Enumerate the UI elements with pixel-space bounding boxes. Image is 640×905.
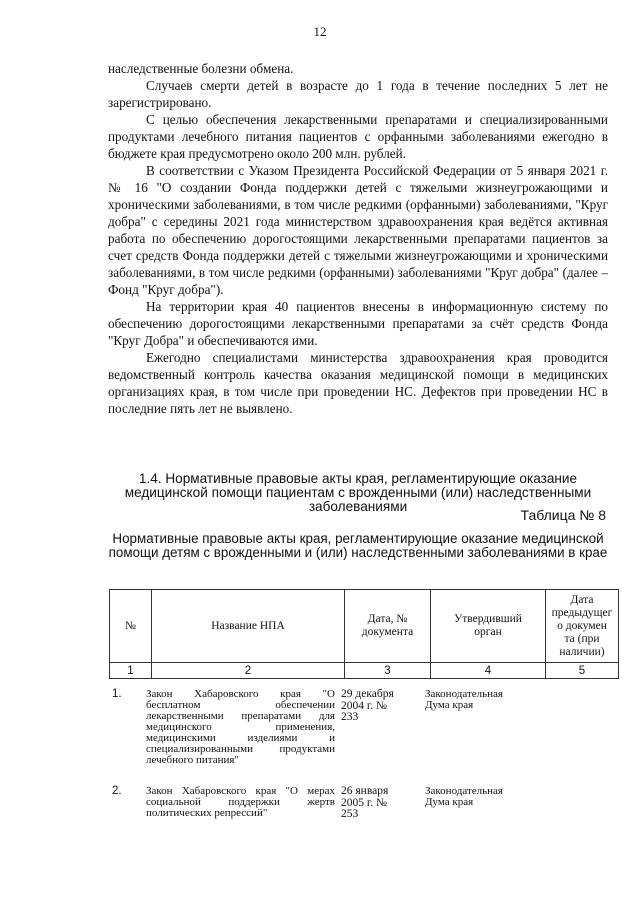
approving-organ: Законодательная Дума края [425, 785, 503, 808]
header-row [110, 590, 619, 663]
paragraph: наследственные болезни обмена. [108, 61, 294, 76]
header-cell-name: Название НПА [152, 590, 345, 663]
npa-name: Закон Хабаровского края "О мерах социальной поддержки жертв политических репрессий" [146, 785, 335, 819]
column-number: 2 [152, 663, 345, 679]
table-number: Таблица № 8 [520, 507, 606, 523]
npa-table-header [109, 589, 619, 679]
column-number: 1 [110, 663, 152, 679]
column-number: 3 [345, 663, 431, 679]
body-text [108, 60, 608, 417]
row-number: 2. [112, 785, 122, 797]
header-cell-number: № [110, 590, 152, 663]
table-caption: Нормативные правовые акты края, регламентирующие оказание медицинской помощи детям с врожденными и (или) наследственными заболеваниями в крае [108, 531, 608, 560]
paragraph: На территории края 40 пациентов внесены в информационную систему по обеспечению дорогостоящими лекарственными препаратами за счёт средств Фонда "Круг Добра" и обеспечиваются ими. [108, 299, 608, 348]
paragraph: В соответствии с Указом Президента Российской Федерации от 5 января 2021 г. № 16 "О создании Фонда поддержки детей с тяжелыми жизнеугрожающими и хроническими заболеваниями, в том числе редкими (орфанными) заболеваниями, "Круг добра" с середины 2021 года министерством здравоохранения края ведётся активная работа по обеспечению дорогостоящими лекарственными препаратами пациентов за счет средств Фонда поддержки детей с тяжелыми жизнеугрожающими и хроническими заболеваниями, в том числе редкими (орфанными) заболеваниями "Круг добра" (далее – Фонд "Круг добра"). [108, 163, 608, 297]
npa-name: Закон Хабаровского края "О бесплатном обеспечении лекарственными препаратами для медицинского применения, медицинскими изделиями и специализированными продуктами лечебного питания" [146, 688, 335, 766]
header-cell-previous-date: Дата предыдущег о докумен та (при наличии) [546, 590, 619, 663]
header-cell-organ: Утвердивший орган [431, 590, 546, 663]
document-date: 26 января 2005 г. № 253 [341, 785, 389, 820]
npa-table [109, 589, 619, 679]
paragraph: С целью обеспечения лекарственными препаратами и специализированными продуктами лечебного питания пациентов с орфанными заболеваниями ежегодно в бюджете края предусмотрено около 200 млн. рублей. [108, 112, 608, 161]
header-cell-date: Дата, № документа [345, 590, 431, 663]
column-number: 4 [431, 663, 546, 679]
paragraph: Ежегодно специалистами министерства здравоохранения края проводится ведомственный контроль качества оказания медицинской помощи в медицинских организациях края, в том числе при проведении НС. Дефектов при проведении НС в последние пять лет не выявлено. [108, 350, 608, 416]
paragraph: Случаев смерти детей в возрасте до 1 года в течение последних 5 лет не зарегистрировано. [108, 78, 608, 110]
page-number: 12 [313, 24, 327, 39]
section-heading: 1.4. Нормативные правовые акты края, регламентирующие оказание медицинской помощи пациентам с врожденными (или) наследственными заболеваниями [124, 471, 592, 514]
column-number-row [110, 663, 619, 679]
approving-organ: Законодательная Дума края [425, 688, 503, 711]
column-number: 5 [546, 663, 619, 679]
document-date: 29 декабря 2004 г. № 233 [341, 688, 394, 723]
row-number: 1. [112, 688, 122, 700]
